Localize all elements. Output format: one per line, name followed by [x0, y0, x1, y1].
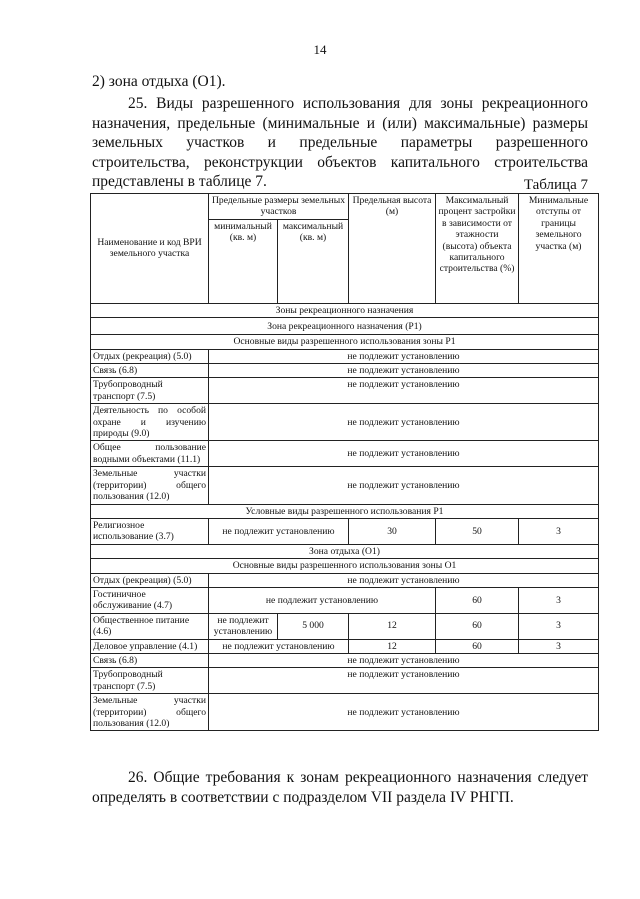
row-sizes: не подлежит установлению — [209, 639, 349, 653]
row-name: Земельные участки (территории) общего пользования (12.0) — [91, 467, 209, 504]
row-name: Религиозное использование (3.7) — [91, 518, 209, 544]
row-percent: 60 — [436, 613, 519, 639]
row-percent: 60 — [436, 639, 519, 653]
header-sizes: Предельные размеры земельных участков — [209, 194, 349, 220]
header-height: Предельная высота (м) — [349, 194, 436, 304]
paragraph-25: 25. Виды разрешенного использования для зоны рекреационного назначения, предельные (минимальные и (или) максимальные) размеры земельных участков и предельные параметры разрешенного строительства, реконструкции объектов капитального строительства представлены в таблице 7. — [92, 95, 588, 190]
table-row — [91, 349, 599, 363]
section-zone-o1: Зона отдыха (О1) — [91, 544, 599, 558]
row-name: Отдых (рекреация) (5.0) — [91, 573, 209, 587]
row-min: не подлежит установлению — [209, 613, 278, 639]
row-setback: 3 — [519, 639, 599, 653]
row-max: 5 000 — [278, 613, 349, 639]
section-row — [91, 303, 599, 317]
table-row — [91, 404, 599, 441]
table-row — [91, 653, 599, 667]
table-row — [91, 694, 599, 731]
table-row — [91, 378, 599, 404]
row-value: не подлежит установлению — [209, 694, 599, 731]
row-value: не подлежит установлению — [209, 404, 599, 441]
section-row — [91, 544, 599, 558]
table-row — [91, 467, 599, 504]
section-rec-zones: Зоны рекреационного назначения — [91, 303, 599, 317]
row-setback: 3 — [519, 518, 599, 544]
row-setback: 3 — [519, 613, 599, 639]
table-row — [91, 613, 599, 639]
table-row — [91, 441, 599, 467]
header-setback: Минимальные отступы от границы земельного участка (м) — [519, 194, 599, 304]
table-row — [91, 364, 599, 378]
row-name: Связь (6.8) — [91, 653, 209, 667]
row-value: не подлежит установлению — [209, 364, 599, 378]
row-name: Трубопроводный транспорт (7.5) — [91, 378, 209, 404]
row-value: не подлежит установлению — [209, 378, 599, 404]
row-value: не подлежит установлению — [209, 349, 599, 363]
header-max: максимальный (кв. м) — [278, 219, 349, 303]
header-name: Наименование и код ВРИ земельного участка — [91, 194, 209, 304]
table-row — [91, 518, 599, 544]
row-name: Деловое управление (4.1) — [91, 639, 209, 653]
row-name: Трубопроводный транспорт (7.5) — [91, 668, 209, 694]
row-name: Земельные участки (территории) общего пользования (12.0) — [91, 694, 209, 731]
section-main-o1: Основные виды разрешенного использования зоны О1 — [91, 559, 599, 573]
row-value: не подлежит установлению — [209, 573, 599, 587]
header-row — [91, 194, 599, 220]
row-name: Связь (6.8) — [91, 364, 209, 378]
table-row — [91, 639, 599, 653]
table-row — [91, 587, 599, 613]
row-value: не подлежит установлению — [209, 668, 599, 694]
row-percent: 60 — [436, 587, 519, 613]
row-name: Общее пользование водными объектами (11.1) — [91, 441, 209, 467]
header-max-percent: Максимальный процент застройки в зависимости от этажности (высота) объекта капитального строительства (%) — [436, 194, 519, 304]
page-number: 14 — [313, 42, 327, 57]
row-setback: 3 — [519, 587, 599, 613]
row-value: не подлежит установлению — [209, 441, 599, 467]
section-row — [91, 318, 599, 335]
section-zone-r1: Зона рекреационного назначения (Р1) — [91, 318, 599, 335]
section-cond-r1: Условные виды разрешенного использования Р1 — [91, 504, 599, 518]
table-caption: Таблица 7 — [523, 177, 588, 193]
table-row — [91, 573, 599, 587]
section-row — [91, 559, 599, 573]
paragraph-26: 26. Общие требования к зонам рекреационного назначения следует определять в соответствии с подразделом VII раздела IV РНГП. — [92, 769, 588, 806]
row-sizes: не подлежит установлению — [209, 518, 349, 544]
row-height: 12 — [349, 613, 436, 639]
row-value: не подлежит установлению — [209, 653, 599, 667]
zone-item-heading: 2) зона отдыха (О1). — [92, 73, 226, 90]
row-name: Деятельность по особой охране и изучению природы (9.0) — [91, 404, 209, 441]
row-name: Общественное питание (4.6) — [91, 613, 209, 639]
table-7 — [90, 193, 599, 731]
row-height: 12 — [349, 639, 436, 653]
header-min: минимальный (кв. м) — [209, 219, 278, 303]
table-row — [91, 668, 599, 694]
row-name: Гостиничное обслуживание (4.7) — [91, 587, 209, 613]
row-sizes: не подлежит установлению — [209, 587, 436, 613]
section-row — [91, 335, 599, 349]
row-name: Отдых (рекреация) (5.0) — [91, 349, 209, 363]
row-value: не подлежит установлению — [209, 467, 599, 504]
section-row — [91, 504, 599, 518]
row-height: 30 — [349, 518, 436, 544]
section-main-r1: Основные виды разрешенного использования зоны Р1 — [91, 335, 599, 349]
row-percent: 50 — [436, 518, 519, 544]
